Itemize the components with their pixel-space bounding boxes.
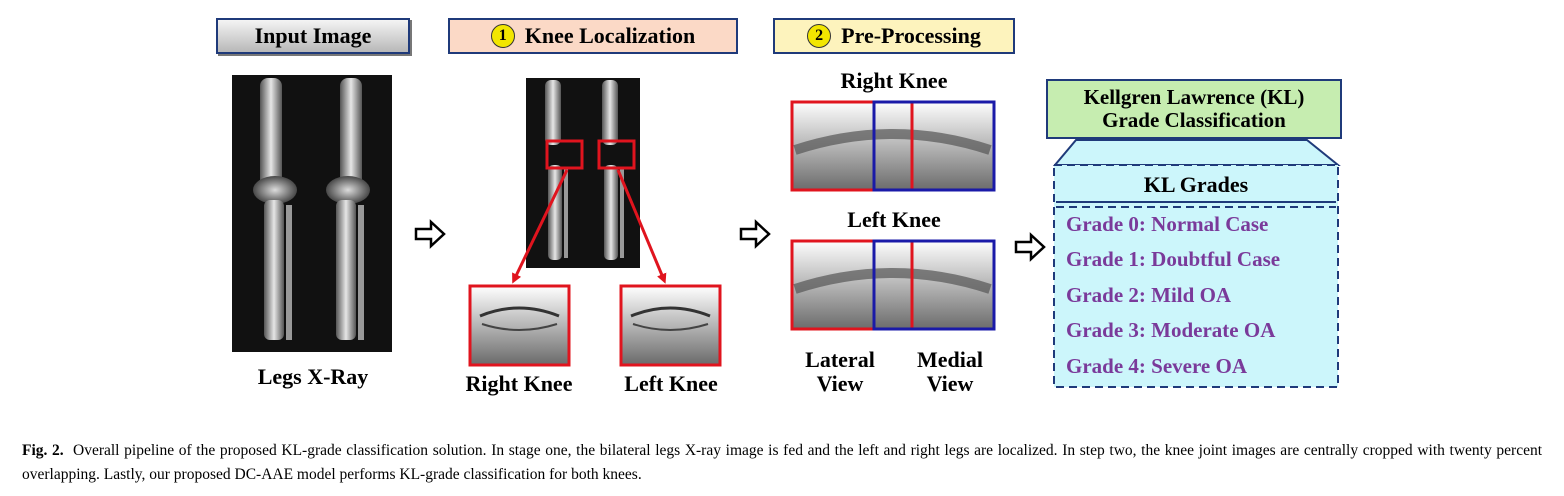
step-number-2: 2 bbox=[807, 24, 831, 48]
knee-localization-header bbox=[448, 18, 738, 54]
left-knee-views bbox=[791, 240, 994, 330]
kl-title-line2: Grade Classification bbox=[1102, 108, 1286, 132]
lateral-view-label: Lateral View bbox=[805, 347, 875, 396]
figure-label: Fig. 2. bbox=[22, 442, 64, 459]
right-knee-views bbox=[791, 101, 994, 191]
localization-xray-image bbox=[526, 78, 640, 268]
step-number-1: 1 bbox=[491, 24, 515, 48]
right-knee-label: Right Knee bbox=[465, 371, 573, 396]
input-image-header bbox=[216, 18, 410, 54]
grade-item: Grade 4: Severe OA bbox=[1066, 354, 1247, 378]
pre-processing-title: Pre-Processing bbox=[841, 23, 981, 48]
flow-arrow-1 bbox=[416, 222, 444, 246]
figure-caption bbox=[22, 439, 1542, 487]
figure-caption-text: Overall pipeline of the proposed KL-grade classification solution. In stage one, the bilateral legs X-ray image is fed and the left and right legs are localized. In step two, the knee joint images are centrally cropped with twenty percent overlapping. Lastly, our proposed DC-AAE model performs KL-grade classification for both knees. bbox=[22, 442, 1543, 483]
legs-xray-label: Legs X-Ray bbox=[257, 364, 369, 389]
pre-processing-header bbox=[773, 18, 1015, 54]
pp-left-knee-label: Left Knee bbox=[847, 207, 941, 232]
knee-localization-title: Knee Localization bbox=[524, 23, 696, 48]
left-knee-label: Left Knee bbox=[624, 371, 718, 396]
medial-view-label: Medial View bbox=[917, 347, 983, 396]
pp-right-knee-label: Right Knee bbox=[840, 68, 948, 93]
right-knee-crop bbox=[470, 286, 569, 365]
kl-grades-title: KL Grades bbox=[1143, 172, 1249, 197]
grade-item: Grade 1: Doubtful Case bbox=[1066, 247, 1281, 271]
kl-title-line1: Kellgren Lawrence (KL) bbox=[1083, 85, 1305, 109]
kl-classification-header bbox=[1046, 79, 1342, 139]
legs-xray-image bbox=[232, 75, 392, 352]
flow-arrow-3 bbox=[1016, 235, 1044, 259]
input-image-title: Input Image bbox=[254, 23, 372, 48]
grade-item: Grade 3: Moderate OA bbox=[1066, 318, 1276, 342]
grade-item: Grade 0: Normal Case bbox=[1066, 212, 1269, 236]
left-knee-crop bbox=[621, 286, 720, 365]
flow-arrow-2 bbox=[741, 222, 769, 246]
grade-item: Grade 2: Mild OA bbox=[1066, 283, 1232, 307]
